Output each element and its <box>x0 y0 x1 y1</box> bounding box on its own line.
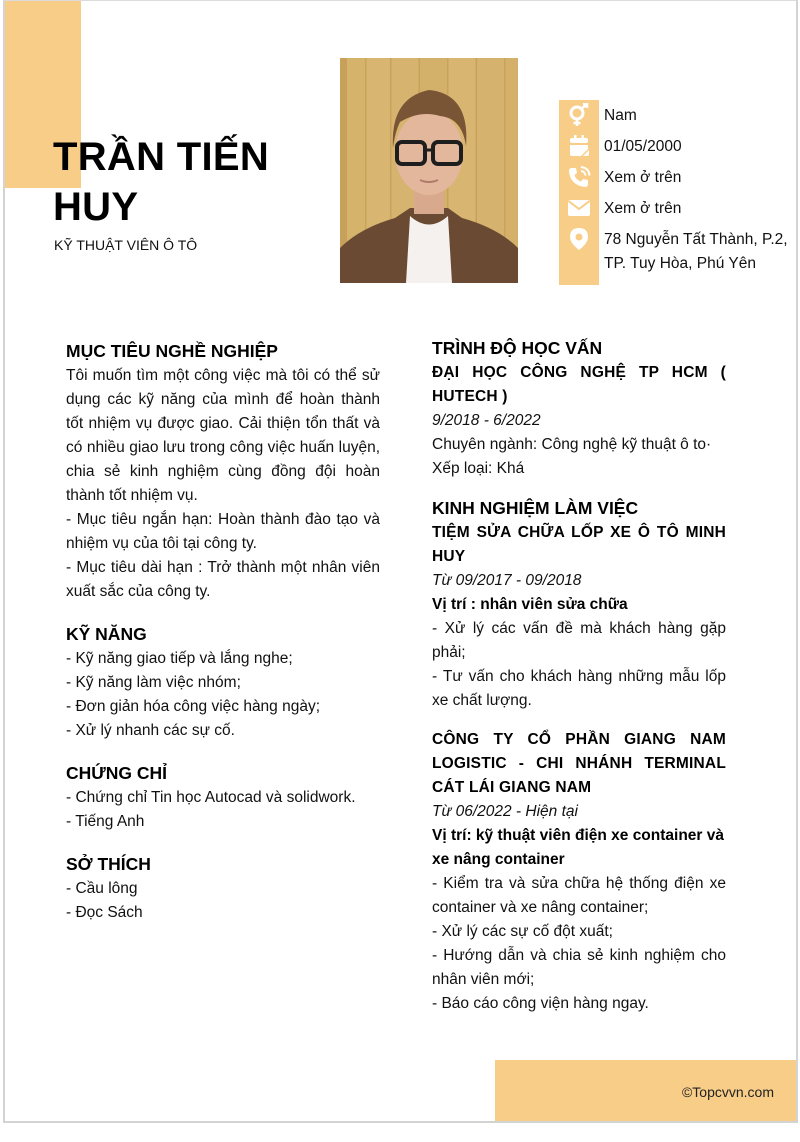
person-photo-icon <box>340 58 518 283</box>
left-column <box>66 338 380 925</box>
email-icon <box>567 196 591 220</box>
right-column <box>432 335 726 1016</box>
hobby-item: - Cầu lông <box>66 880 138 897</box>
job-entry <box>432 728 726 1016</box>
phone-icon <box>567 165 591 189</box>
contact-email: Xem ở trên <box>604 200 682 217</box>
hobbies-section <box>66 851 380 925</box>
job-duty: - Báo cáo công viện hàng ngay. <box>432 995 649 1012</box>
section-title-hobbies: SỞ THÍCH <box>66 854 151 874</box>
experience-section <box>432 495 726 1016</box>
job-company: TIỆM SỬA CHỮA LỐP XE Ô TÔ MINH HUY <box>432 524 726 565</box>
education-major: Chuyên ngành: Công nghệ kỹ thuật ô to· <box>432 436 712 453</box>
education-grade: Xếp loại: Khá <box>432 460 525 477</box>
gender-icon <box>567 103 591 127</box>
footer-copyright: ©Topcvvn.com <box>681 1084 774 1100</box>
job-position: Vị trí: kỹ thuật viên điện xe container và xe nâng container <box>432 827 725 868</box>
job-period: Từ 06/2022 - Hiện tại <box>432 803 578 820</box>
contact-gender: Nam <box>604 107 637 124</box>
job-company: CÔNG TY CỔ PHẦN GIANG NAM LOGISTIC - CHI NHÁNH TERMINAL CÁT LÁI GIANG NAM <box>432 731 726 796</box>
objective-short-term: - Mục tiêu ngắn hạn: Hoàn thành đào tạo và nhiệm vụ của tôi tại công ty. <box>66 511 380 552</box>
certificate-item: - Tiếng Anh <box>66 813 145 830</box>
skill-item: - Kỹ năng làm việc nhóm; <box>66 674 241 691</box>
education-section <box>432 335 726 481</box>
profile-photo <box>340 58 518 283</box>
objective-long-term: - Mục tiêu dài hạn : Trở thành một nhân viên xuất sắc của công ty. <box>66 559 380 600</box>
location-icon <box>567 227 591 251</box>
job-duty: - Xử lý các vấn đề mà khách hàng gặp phải; <box>432 620 726 661</box>
job-duty: - Tư vấn cho khách hàng những mẫu lốp xe chất lượng. <box>432 668 726 709</box>
certificate-item: - Chứng chỉ Tin học Autocad và solidwork. <box>66 789 356 806</box>
job-period: Từ 09/2017 - 09/2018 <box>432 572 582 589</box>
job-entry <box>432 521 726 713</box>
job-position: Vị trí : nhân viên sửa chữa <box>432 596 628 613</box>
skill-item: - Kỹ năng giao tiếp và lắng nghe; <box>66 650 293 667</box>
job-duty: - Xử lý các sự cố đột xuất; <box>432 923 613 940</box>
skills-section <box>66 621 380 743</box>
contact-icon-bar <box>559 100 599 285</box>
section-title-certificates: CHỨNG CHỈ <box>66 763 168 783</box>
candidate-name: TRẦN TIẾN HUY <box>53 135 270 229</box>
section-title-skills: KỸ NĂNG <box>66 624 147 644</box>
certificates-section <box>66 760 380 834</box>
job-duty: - Hướng dẫn và chia sẻ kinh nghiệm cho nhân viên mới; <box>432 947 726 988</box>
job-duty: - Kiểm tra và sửa chữa hệ thống điện xe container và xe nâng container; <box>432 875 726 916</box>
cv-page <box>3 0 798 1123</box>
objective-body: Tôi muốn tìm một công việc mà tôi có thể sử dụng các kỹ năng của mình để hoàn thành tốt nhiệm vụ được giao. Cải thiện tổn thất và có nhiều giao lưu trong công việc huấn luyện, chia sẻ kinh nghiệm cùng đồng đội hoàn thành tốt nhiệm vụ. <box>66 367 380 504</box>
section-title-experience: KINH NGHIỆM LÀM VIỆC <box>432 498 639 518</box>
contact-phone: Xem ở trên <box>604 169 682 186</box>
hobby-item: - Đọc Sách <box>66 904 143 921</box>
objective-section <box>66 338 380 604</box>
skill-item: - Đơn giản hóa công việc hàng ngày; <box>66 698 321 715</box>
school-name: ĐẠI HỌC CÔNG NGHỆ TP HCM ( HUTECH ) <box>432 364 726 405</box>
contact-birthdate: 01/05/2000 <box>604 138 682 155</box>
section-title-education: TRÌNH ĐỘ HỌC VẤN <box>432 338 603 358</box>
skill-item: - Xử lý nhanh các sự cố. <box>66 722 235 739</box>
calendar-icon <box>567 134 591 158</box>
job-title: KỸ THUẬT VIÊN Ô TÔ <box>54 237 198 253</box>
contact-address: 78 Nguyễn Tất Thành, P.2, TP. Tuy Hòa, Phú Yên <box>604 231 788 272</box>
education-period: 9/2018 - 6/2022 <box>432 412 541 429</box>
section-title-objective: MỤC TIÊU NGHỀ NGHIỆP <box>66 341 278 361</box>
